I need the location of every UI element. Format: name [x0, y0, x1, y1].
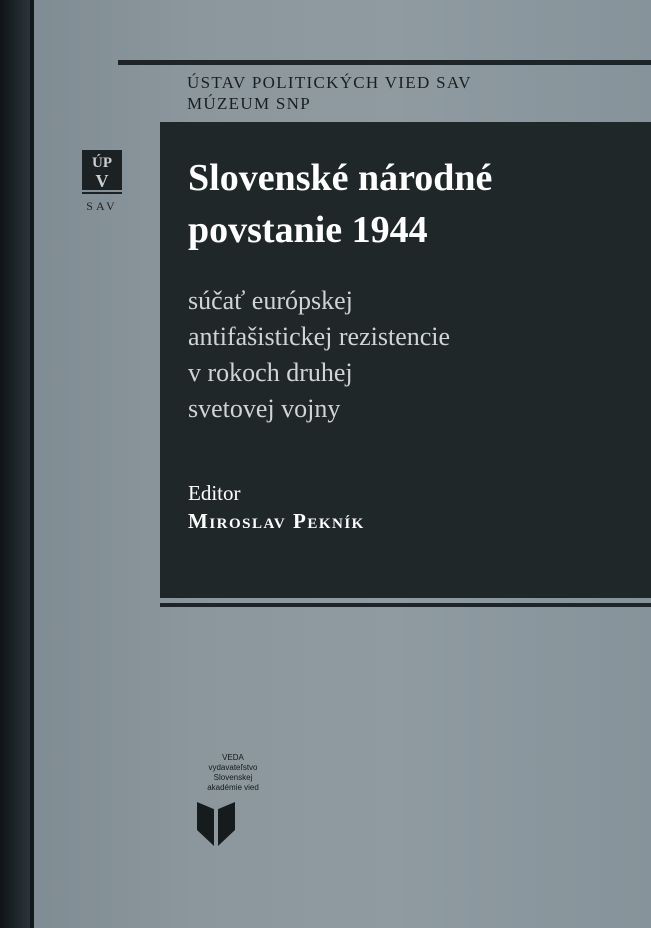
publisher-line-2: MÚZEUM SNP	[187, 94, 311, 113]
logo-text-bottom: SAV	[86, 199, 118, 213]
editor-name: Miroslav Pekník	[188, 509, 365, 533]
book-title	[188, 152, 492, 256]
editor-label: Editor	[188, 481, 241, 505]
subtitle-line-3: v rokoch druhej	[188, 358, 353, 387]
bottom-rule	[160, 603, 651, 607]
title-line-1: Slovenské národné	[188, 157, 493, 199]
subtitle-line-1: súčať európskej	[188, 286, 353, 315]
top-rule	[118, 60, 651, 65]
veda-book-logo-icon	[197, 802, 235, 846]
spine-edge	[30, 0, 34, 928]
logo-text-middle: V	[95, 171, 109, 191]
imprint-line-2: vydavateľstvo	[208, 763, 258, 772]
imprint-block	[178, 753, 288, 793]
book-spine	[0, 0, 34, 928]
book-subtitle	[188, 283, 450, 427]
logo-text-top: ÚP	[92, 155, 112, 171]
title-line-2: povstanie 1944	[188, 209, 428, 251]
imprint-line-4: akadémie vied	[207, 783, 259, 792]
publisher-line-1: ÚSTAV POLITICKÝCH VIED SAV	[187, 73, 472, 92]
imprint-line-3: Slovenskej	[213, 773, 253, 782]
publisher-block	[187, 72, 472, 114]
subtitle-line-4: svetovej vojny	[188, 394, 341, 423]
upv-sav-logo-icon	[82, 150, 122, 216]
imprint-line-1: VEDA	[222, 753, 244, 762]
subtitle-line-2: antifašistickej rezistencie	[188, 322, 451, 351]
